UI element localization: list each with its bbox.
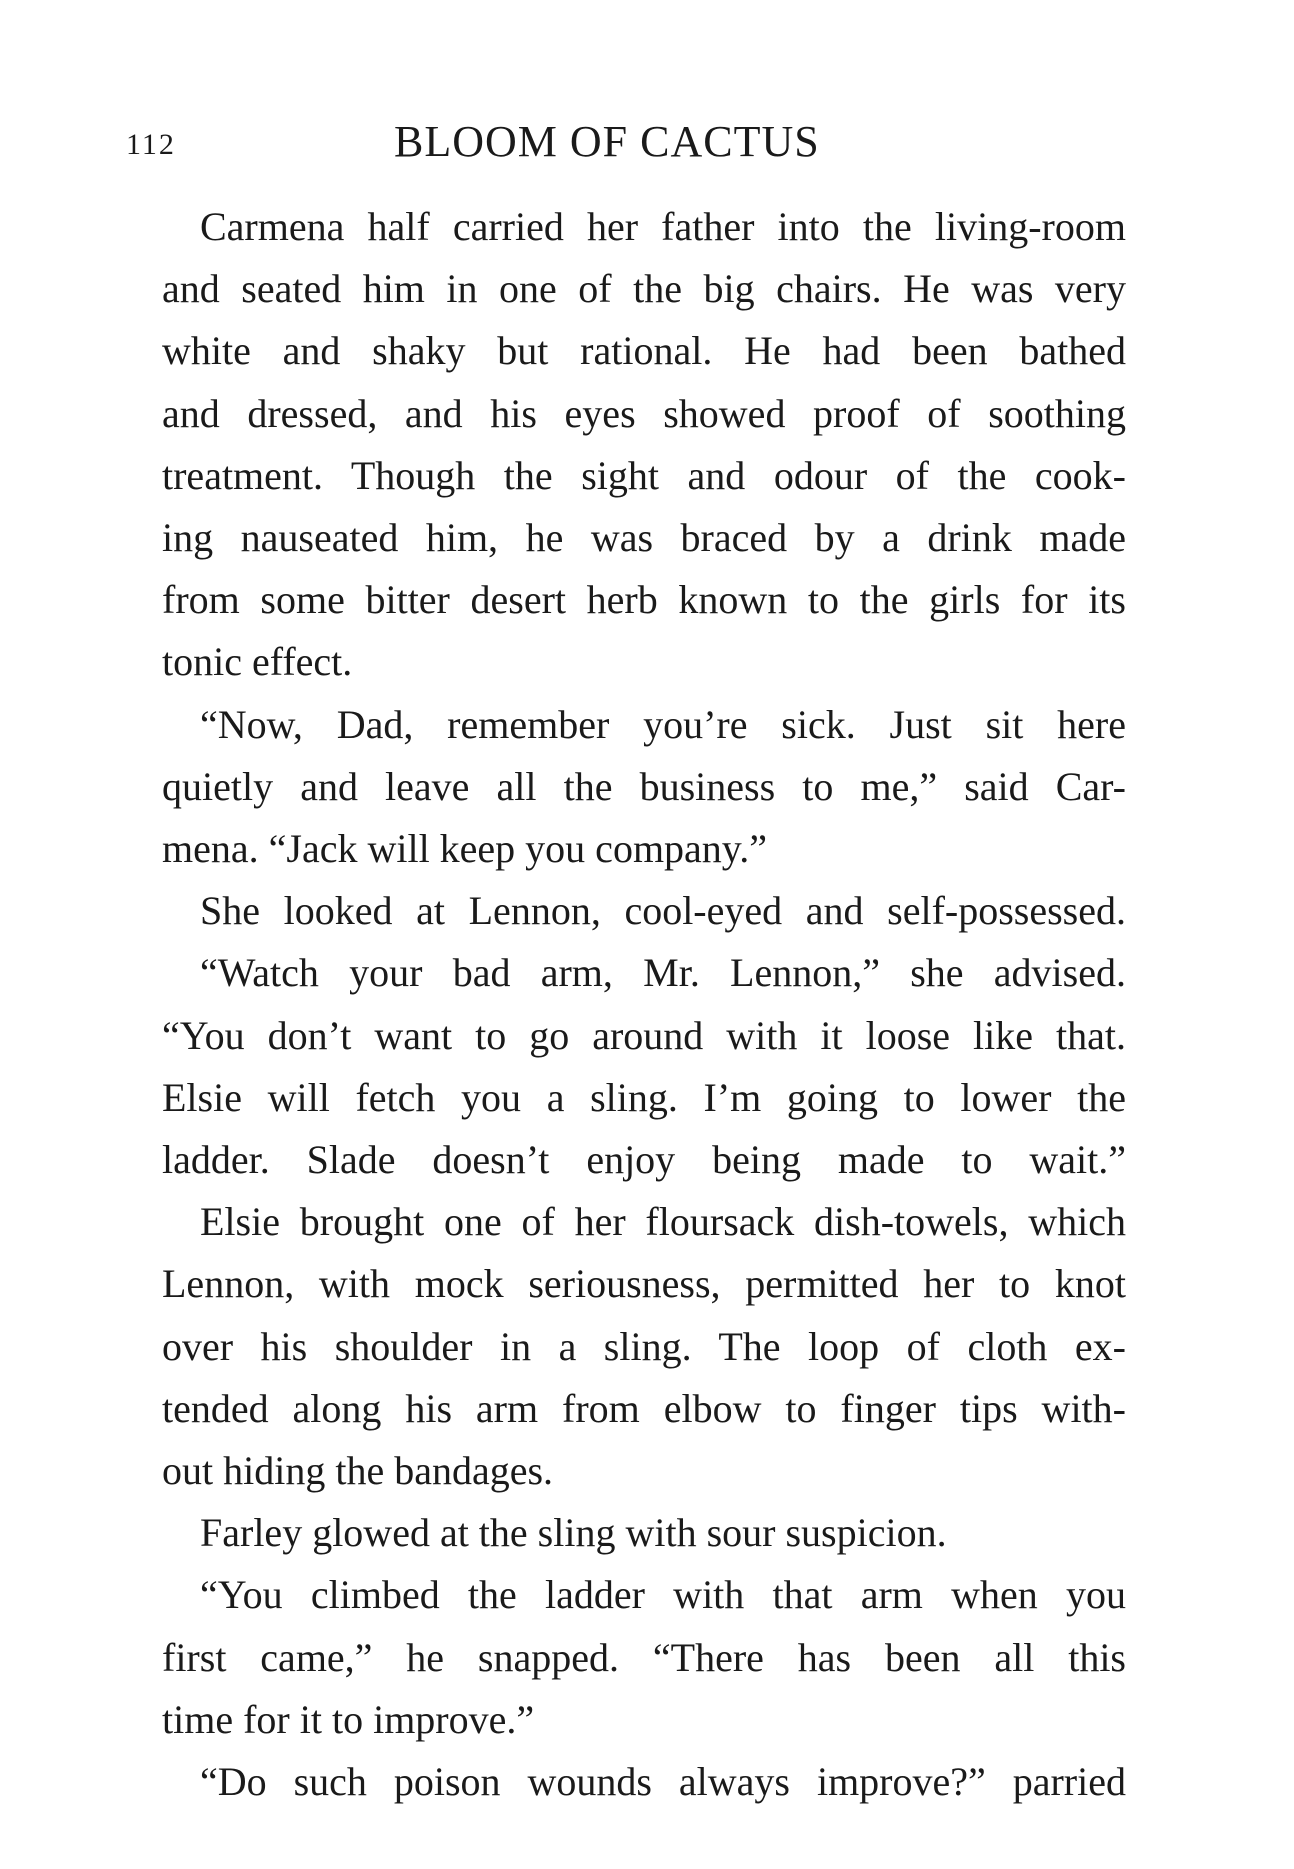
paragraph <box>126 880 1126 942</box>
text-line: white and shaky but rational. He had been bathed <box>162 328 1126 374</box>
text-line: treatment. Though the sight and odour of the cook- <box>162 452 1126 498</box>
paragraph <box>126 1191 1126 1502</box>
text-line: Lennon, with mock seriousness, permitted her to knot <box>162 1261 1126 1307</box>
text-line: over his shoulder in a sling. The loop of cloth ex- <box>162 1323 1126 1369</box>
text-line: Carmena half carried her father into the living-room <box>200 204 1126 249</box>
text-line: tonic effect. <box>162 639 353 685</box>
text-line: mena. “Jack will keep you company.” <box>162 826 767 872</box>
paragraph <box>126 1751 1126 1813</box>
paragraph <box>126 196 1126 694</box>
text-line: “Do such poison wounds always improve?” parried <box>200 1759 1126 1805</box>
text-line: quietly and leave all the business to me,” said Car- <box>162 763 1126 809</box>
page-number: 112 <box>126 128 176 161</box>
text-line: ladder. Slade doesn’t enjoy being made to wait.” <box>162 1137 1126 1183</box>
paragraph <box>126 942 1126 1191</box>
text-line: Elsie brought one of her floursack dish-towels, which <box>200 1199 1126 1245</box>
text-line: “Now, Dad, remember you’re sick. Just sit here <box>200 701 1126 747</box>
text-line: time for it to improve.” <box>162 1696 535 1742</box>
text-line: Elsie will fetch you a sling. I’m going to lower the <box>162 1074 1126 1120</box>
book-title: BLOOM OF CACTUS <box>394 117 820 166</box>
text-line: Farley glowed at the sling with sour suspicion. <box>200 1510 947 1556</box>
text-line: She looked at Lennon, cool-eyed and self-possessed. <box>200 888 1126 934</box>
paragraph <box>126 1502 1126 1564</box>
text-line: “Watch your bad arm, Mr. Lennon,” she advised. <box>200 950 1126 996</box>
paragraph <box>126 694 1126 881</box>
text-line: “You don’t want to go around with it loose like that. <box>162 1012 1126 1058</box>
text-line: “You climbed the ladder with that arm when you <box>200 1572 1126 1618</box>
text-line: and dressed, and his eyes showed proof of soothing <box>162 390 1126 436</box>
text-line: tended along his arm from elbow to finger tips with- <box>162 1385 1126 1431</box>
text-line: from some bitter desert herb known to the girls for its <box>162 577 1126 623</box>
text-line: and seated him in one of the big chairs. He was very <box>162 266 1126 312</box>
paragraph <box>126 1564 1126 1751</box>
running-head <box>126 116 1126 176</box>
text-line: ing nauseated him, he was braced by a drink made <box>162 515 1126 561</box>
text-line: first came,” he snapped. “There has been all this <box>162 1634 1126 1680</box>
body-text <box>126 196 1126 1813</box>
text-line: out hiding the bandages. <box>162 1448 554 1494</box>
